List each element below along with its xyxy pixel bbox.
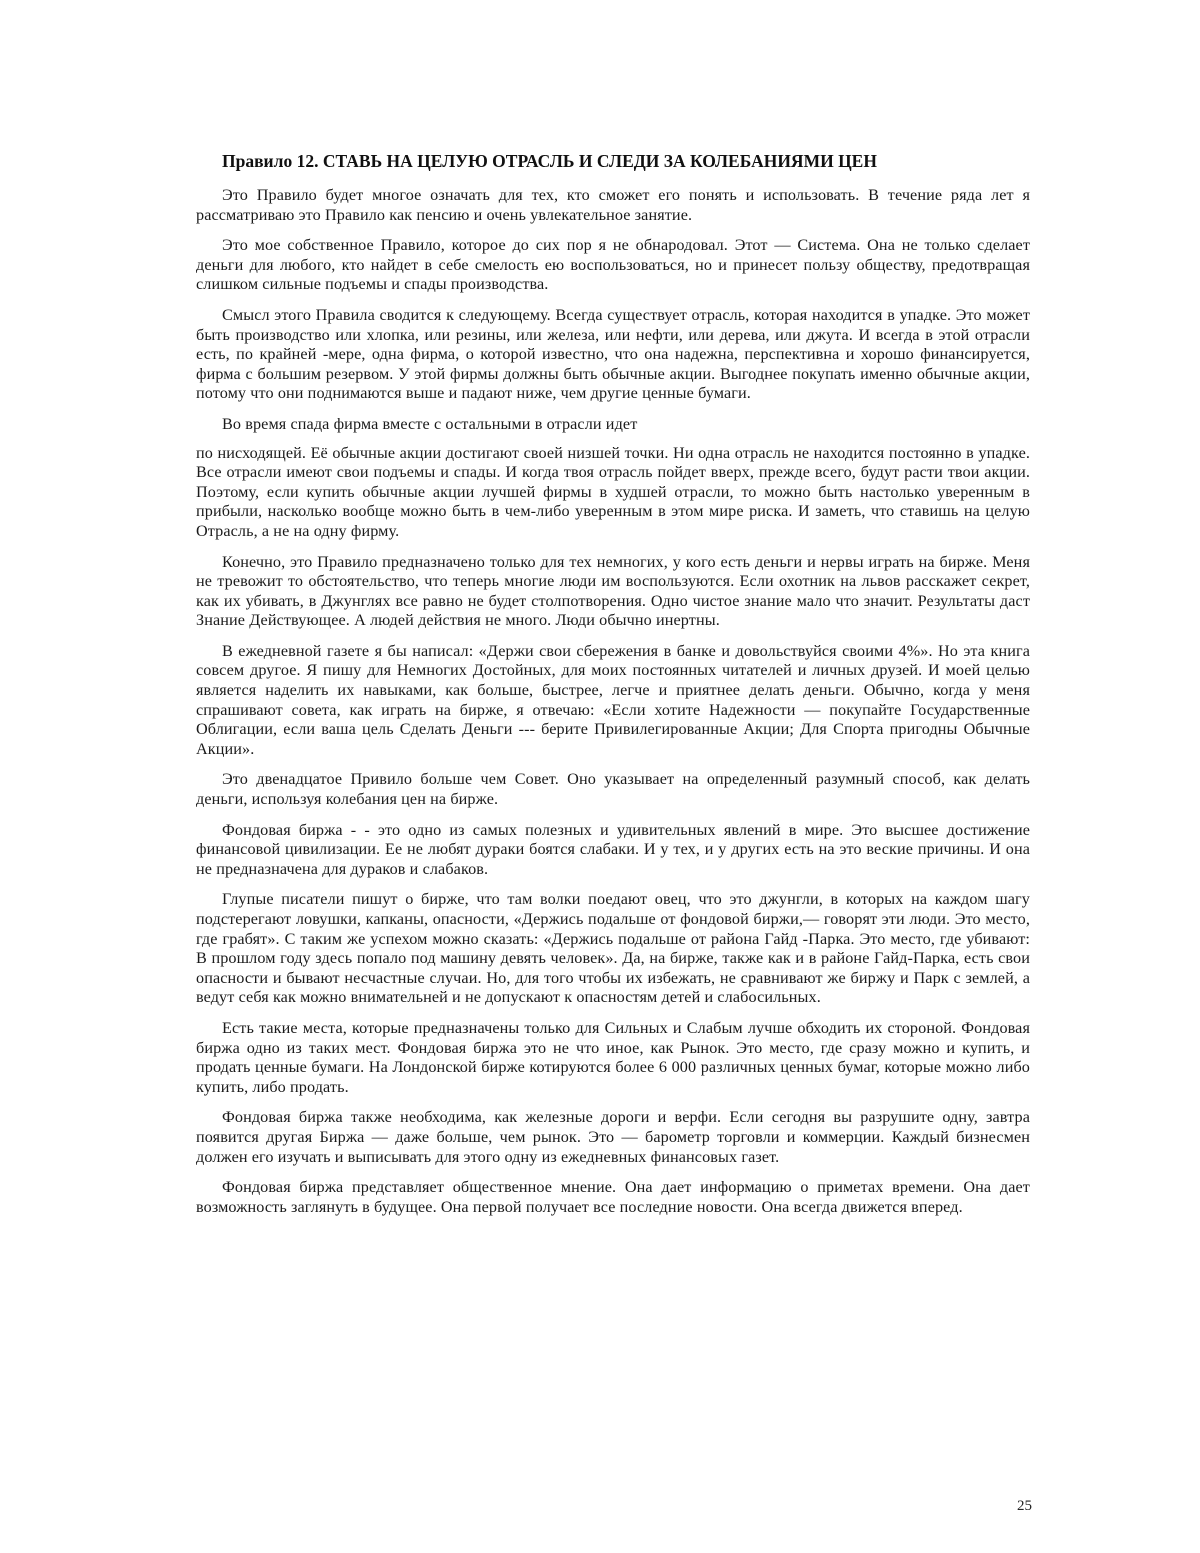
paragraph: Во время спада фирма вместе с остальными в отрасли идет	[222, 414, 638, 433]
document-body	[196, 150, 1030, 1228]
page-number: 25	[1017, 1498, 1032, 1514]
paragraph: Глупые писатели пишут о бирже, что там волки поедают овец, что это джунгли, в которых на каждом шагу подстерегают ловушки, капканы, опасности, «Держись подальше от фондовой биржи,— говорят эти люди. Это место, где грабят». С таким же успехом можно сказать: «Держись подальше от района Гайд -Парка. Это место, где убивают: В прошлом году здесь попало под машину девять человек». Да, на бирже, также как и в районе Гайд-Парка, есть свои опасности и бывают несчастные случаи. Но, для того чтобы их избежать, не сравнивают же биржу и Парк с землей, а ведут себя как можно внимательней и не допускают к опасностям детей и слабосильных.	[196, 890, 1030, 1007]
paragraph: Это Правило будет многое означать для тех, кто сможет его понять и использовать. В течение ряда лет я рассматриваю это Правило как пенсию и очень увлекательное занятие.	[196, 186, 1030, 224]
paragraph: Это мое собственное Правило, которое до сих пор я не обнародовал. Этот — Система. Она не только сделает деньги для любого, кто найдет в себе смелость ею воспользоваться, но и принесет пользу обществу, предотвращая слишком сильные подъемы и спады производства.	[196, 236, 1030, 294]
paragraph: Фондовая биржа также необходима, как железные дороги и верфи. Если сегодня вы разрушите одну, завтра появится другая Биржа — даже больше, чем рынок. Это — барометр торговли и коммерции. Каждый бизнесмен должен его изучать и выписывать для этого одну из ежедневных финансовых газет.	[196, 1108, 1030, 1166]
paragraph: Фондовая биржа представляет общественное мнение. Она дает информацию о приметах времени. Она дает возможность заглянуть в будущее. Она первой получает все последние новости. Она всегда движется вперед.	[196, 1178, 1030, 1216]
paragraph: Конечно, это Правило предназначено только для тех немногих, у кого есть деньги и нервы играть на бирже. Меня не тревожит то обстоятельство, что теперь многие люди им воспользуются. Если охотник на львов расскажет секрет, как их убивать, в Джунглях все равно не будет столпотворения. Одно чистое знание мало что значит. Результаты даст Знание Действующее. А людей действия не много. Люди обычно инертны.	[196, 552, 1030, 630]
paragraph: В ежедневной газете я бы написал: «Держи свои сбережения в банке и довольствуйся своими 4%». Но эта книга совсем другое. Я пишу для Немногих Достойных, для моих постоянных читателей и личных друзей. И моей целью является наделить их навыками, как больше, быстрее, легче и приятнее делать деньги. Обычно, когда у меня спрашивают совета, как играть на бирже, я отвечаю: «Если хотите Надежности — покупайте Государственные Облигации, если ваша цель Сделать Деньги --- берите Привилегированные Акции; Для Спорта пригодны Обычные Акции».	[196, 641, 1030, 758]
paragraph: Это двенадцатое Привило больше чем Совет. Оно указывает на определенный разумный способ, как делать деньги, используя колебания цен на бирже.	[196, 770, 1030, 809]
chapter-title: Правило 12. СТАВЬ НА ЦЕЛУЮ ОТРАСЛЬ И СЛЕДИ ЗА КОЛЕБАНИЯМИ ЦЕН	[222, 151, 877, 171]
paragraph: Фондовая биржа - - это одно из самых полезных и удивительных явлений в мире. Это высшее достижение финансовой цивилизации. Ее не любят дураки боятся слабаки. И у тех, и у других есть на это веские причины. И она не предназначена для дураков и слабаков.	[196, 820, 1030, 878]
paragraph: по нисходящей. Её обычные акции достигают своей низшей точки. Ни одна отрасль не находится постоянно в упадке. Все отрасли имеют свои подъемы и спады. И когда твоя отрасль пойдет вверх, прежде всего, будут расти твои акции. Поэтому, если купить обычные акции лучшей фирмы в худшей отрасли, то можно быть настолько уверенным в прибыли, насколько вообще можно быть в чем-либо уверенным в этом мире риска. И заметь, что ставишь на целую Отрасль, а не на одну фирму.	[196, 443, 1030, 540]
paragraph: Смысл этого Правила сводится к следующему. Всегда существует отрасль, которая находится в упадке. Это может быть производство или хлопка, или резины, или железа, или нефти, или дерева, или джута. И всегда в этой отрасли есть, по крайней -мере, одна фирма, о которой известно, что она надежна, перспективна и хорошо финансируется, фирма с большим резервом. У этой фирмы должны быть обычные акции. Выгоднее покупать именно обычные акции, потому что они поднимаются выше и падают ниже, чем другие ценные бумаги.	[196, 305, 1030, 403]
paragraph: Есть такие места, которые предназначены только для Сильных и Слабым лучше обходить их стороной. Фондовая биржа одно из таких мест. Фондовая биржа это не что иное, как Рынок. Это место, где сразу можно и купить, и продать ценные бумаги. На Лондонской бирже котируются более 6 000 различных ценных бумаг, которые можно либо купить, либо продать.	[196, 1018, 1030, 1096]
